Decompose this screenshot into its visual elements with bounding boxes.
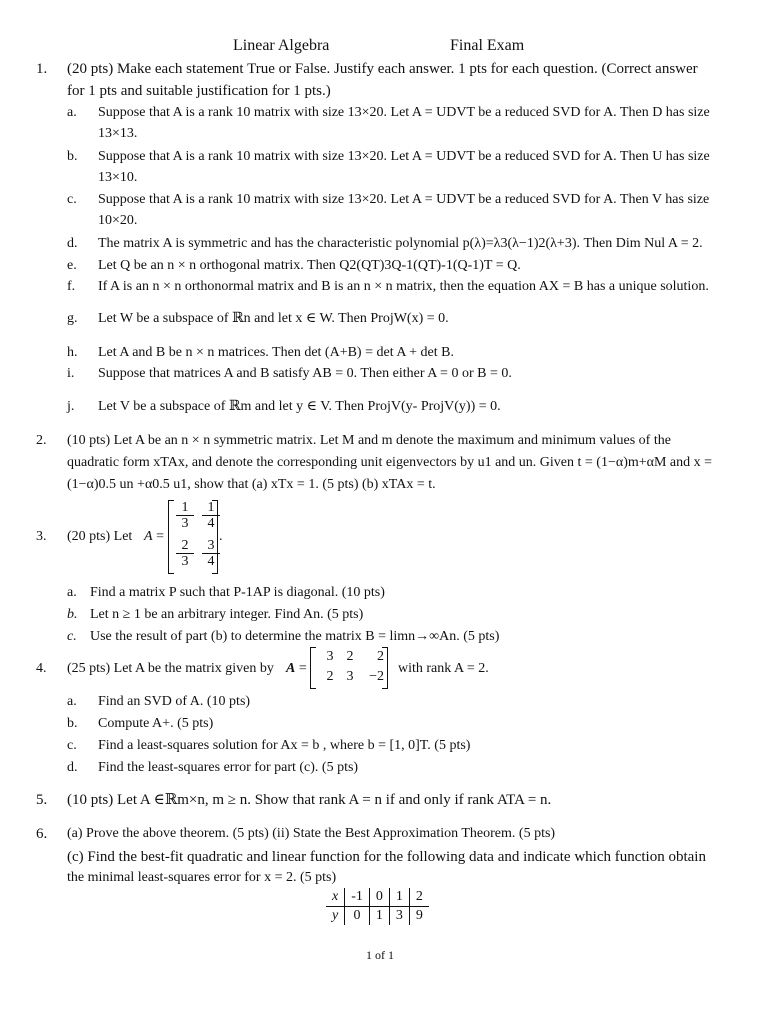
page-number: 1 of 1 [366, 948, 394, 962]
q1i-label: i. [67, 366, 75, 381]
q1g-line1: Let W be a subspace of ℝn and let x ∈ W. Then ProjW(x) = 0. [98, 311, 449, 326]
q6-table-y-cell: 0 [345, 907, 370, 926]
q1c-line2: 10×20. [98, 213, 138, 228]
q1e-line1: Let Q be an n × n orthogonal matrix. Then Q2(QT)3Q-1(QT)-1(Q-1)T = Q. [98, 258, 521, 273]
q4c-text: Find a least-squares solution for Ax = b , where b = [1, 0]T. (5 pts) [98, 738, 471, 753]
q6-table-x-label: x [326, 888, 345, 907]
q2-line1: (10 pts) Let A be an n × n symmetric matrix. Let M and m denote the maximum and minimum values of the [67, 433, 671, 448]
q6-number: 6. [36, 826, 48, 842]
q6-line3: the minimal least-squares error for x = 2. (5 pts) [67, 870, 337, 885]
q3c-text: Use the result of part (b) to determine the matrix B = limn→∞An. (5 pts) [90, 629, 500, 644]
q6-table-y-cell: 9 [415, 908, 423, 923]
q1b-label: b. [67, 149, 78, 164]
q1h-line1: Let A and B be n × n matrices. Then det (A+B) = det A + det B. [98, 345, 454, 360]
q1d-line1: The matrix A is symmetric and has the characteristic polynomial p(λ)=λ3(λ−1)2(λ+3). Then Dim Nul A = 2. [98, 236, 703, 251]
q1b-line2: 13×10. [98, 170, 138, 185]
q3b-text: Let n ≥ 1 be an arbitrary integer. Find An. (5 pts) [90, 607, 364, 622]
q3-matrix [168, 500, 220, 574]
q6-table-y-label: y [326, 907, 345, 926]
q6-table-x-cell: 0 [369, 888, 389, 907]
course-title: Linear Algebra [233, 37, 330, 54]
q3b-label: b. [67, 607, 78, 622]
q2-number: 2. [36, 433, 47, 448]
q3-lead: (20 pts) Let [67, 529, 133, 544]
q3-matrix-cell-21: $\frac{2}{3}$ [176, 538, 194, 569]
q6-table-row-y [326, 907, 429, 926]
q6-data-table [326, 888, 429, 925]
q6-table-x-cell: 2 [409, 888, 429, 907]
q4-matrix-row1: 3 2 2 [326, 649, 384, 664]
q1a-line1: Suppose that A is a rank 10 matrix with size 13×20. Let A = UDVT be a reduced SVD for A. Then D has size [98, 105, 710, 120]
q1a-label: a. [67, 105, 77, 120]
q3-matrix-period: . [219, 529, 223, 544]
q6-table-x-cell: 1 [389, 888, 409, 907]
q4b-text: Compute A+. (5 pts) [98, 716, 214, 731]
q1g-label: g. [67, 311, 78, 326]
q2-line2: quadratic form xTAx, and denote the corresponding unit eigenvectors by u1 and un. Given t = (1−α)m+αM and x = [67, 455, 713, 470]
q1-intro-line2: for 1 pts and suitable justification for 1 pts.) [67, 83, 331, 99]
q3-matrix-right-bracket [212, 500, 218, 574]
q6-line1: (a) Prove the above theorem. (5 pts) (ii) State the Best Approximation Theorem. (5 pts) [67, 826, 556, 841]
q4-matrix [310, 647, 390, 689]
q6-line2: (c) Find the best-fit quadratic and linear function for the following data and indicate which function obtain [67, 849, 706, 865]
q6-table-x-cell: -1 [345, 888, 370, 907]
q1e-label: e. [67, 258, 77, 273]
q4-number: 4. [36, 661, 47, 676]
q6-table-y-cell: 3 [389, 907, 409, 926]
q4-lead: (25 pts) Let A be the matrix given by [67, 661, 274, 676]
q3a-label: a. [67, 585, 77, 600]
q3-matrix-cell-12: $\frac{1}{4}$ [202, 500, 220, 531]
q3-matrix-cell-11: $\frac{1}{3}$ [176, 500, 194, 531]
q4a-text: Find an SVD of A. (10 pts) [98, 694, 251, 709]
q5-text: (10 pts) Let A ∈ℝm×n, m ≥ n. Show that rank A = n if and only if rank ATA = n. [67, 792, 552, 808]
q4c-label: c. [67, 738, 77, 753]
q1f-label: f. [67, 279, 76, 294]
q1c-label: c. [67, 192, 77, 207]
q6-table-y-cell: 1 [369, 907, 389, 926]
q1-number: 1. [36, 61, 48, 77]
q3-matrix-left-bracket [168, 500, 174, 574]
q5-number: 5. [36, 792, 48, 808]
q1h-label: h. [67, 345, 78, 360]
q4a-label: a. [67, 694, 77, 709]
q1c-line1: Suppose that A is a rank 10 matrix with size 13×20. Let A = UDVT be a reduced SVD for A. Then V has size [98, 192, 710, 207]
q1b-line1: Suppose that A is a rank 10 matrix with size 13×20. Let A = UDVT be a reduced SVD for A. Then U has size [98, 149, 710, 164]
q1i-line1: Suppose that matrices A and B satisfy AB = 0. Then either A = 0 or B = 0. [98, 366, 512, 381]
q1a-line2: 13×13. [98, 126, 138, 141]
q4d-text: Find the least-squares error for part (c). (5 pts) [98, 760, 359, 775]
q1j-label: j. [67, 399, 75, 414]
q1f-line1: If A is an n × n orthonormal matrix and B is an n × n matrix, then the equation AX = B has a unique solution. [98, 279, 709, 294]
q1d-label: d. [67, 236, 78, 251]
q3-number: 3. [36, 529, 47, 544]
q3-matrix-name: A = [144, 529, 164, 544]
q4-matrix-right-bracket [382, 647, 388, 689]
q4-tail: with rank A = 2. [398, 661, 489, 676]
q4-matrix-row2: 2 3 −2 [326, 669, 384, 684]
q4-matrix-left-bracket [310, 647, 316, 689]
q4-matrix-name: A = [286, 661, 307, 676]
q1-intro-line1: (20 pts) Make each statement True or False. Justify each answer. 1 pts for each question. (Correct answer [67, 61, 698, 77]
q4d-label: d. [67, 760, 78, 775]
exam-title: Final Exam [450, 37, 525, 54]
q1j-line1: Let V be a subspace of ℝm and let y ∈ V. Then ProjV(y- ProjV(y)) = 0. [98, 399, 501, 414]
q6-table-row-x [326, 888, 429, 907]
q3c-label: c. [67, 629, 77, 644]
q2-line3: (1−α)0.5 un +α0.5 u1, show that (a) xTx = 1. (5 pts) (b) xTAx = t. [67, 477, 436, 492]
q3a-text: Find a matrix P such that P-1AP is diagonal. (10 pts) [90, 585, 385, 600]
q4b-label: b. [67, 716, 78, 731]
q3-matrix-cell-22: $\frac{3}{4}$ [202, 538, 220, 569]
